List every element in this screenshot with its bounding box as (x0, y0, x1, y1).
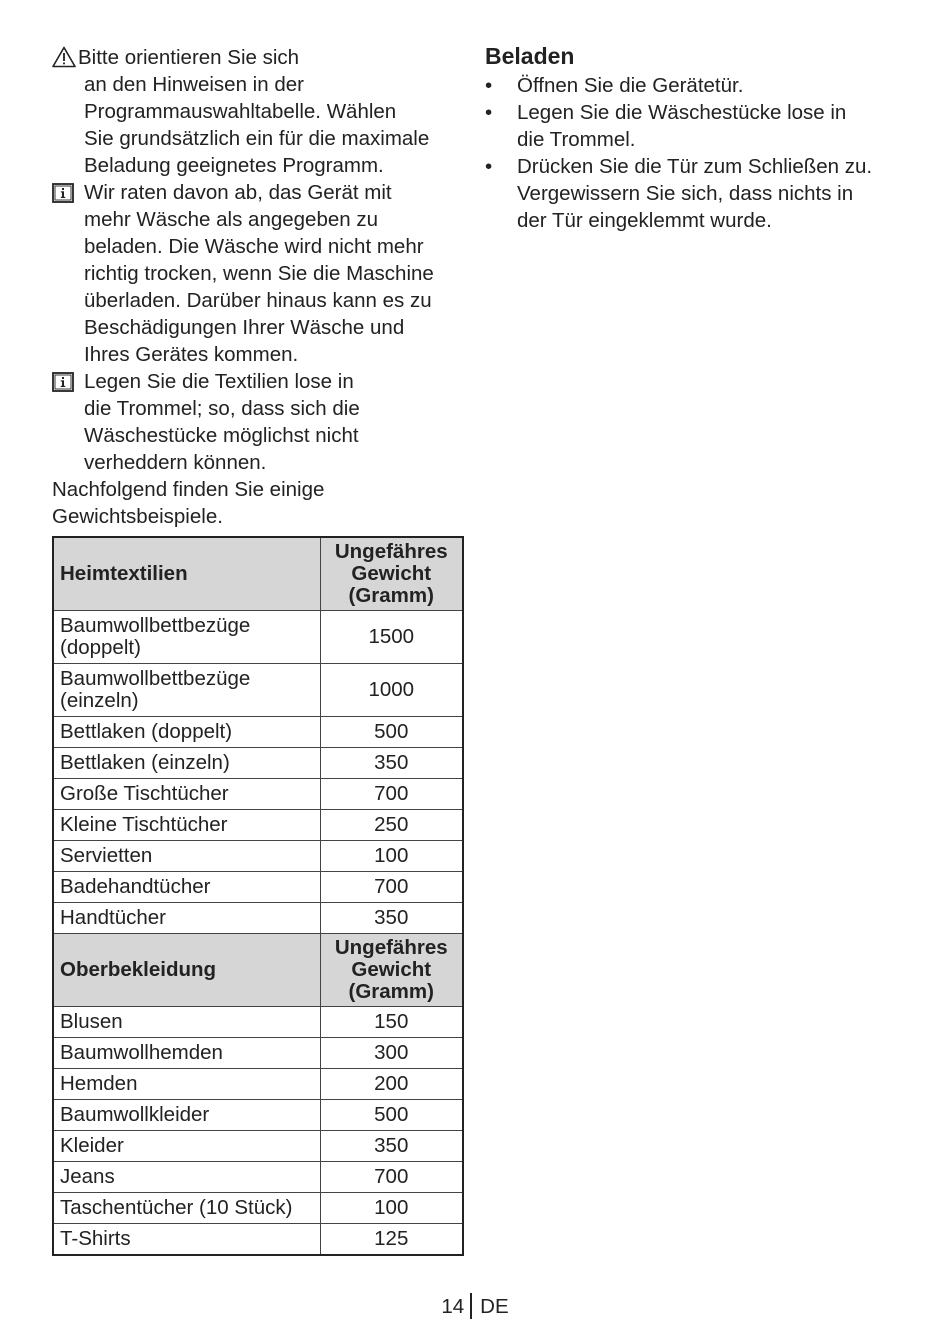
text-line: Badehandtücher (60, 875, 211, 898)
table-row (53, 664, 463, 717)
text-line: Baumwollbettbezüge (60, 614, 251, 637)
text-line: Bettlaken (einzeln) (60, 751, 230, 774)
table-row (53, 1131, 463, 1162)
category-header: Heimtextilien (53, 537, 320, 611)
weight-cell: 125 (320, 1224, 463, 1256)
item-cell (53, 779, 320, 810)
weight-cell: 150 (320, 1007, 463, 1038)
item-cell (53, 717, 320, 748)
text-line: Öffnen Sie die Gerätetür. (517, 74, 744, 97)
note-text (84, 181, 434, 366)
item-cell (53, 611, 320, 664)
table-row (53, 611, 463, 664)
bullet-icon: • (485, 74, 493, 97)
text-line: an den Hinweisen in der (84, 73, 304, 96)
weight-cell: 1500 (320, 611, 463, 664)
item-cell (53, 841, 320, 872)
text-line: Gewicht (351, 958, 432, 981)
text-line: Beladung geeignetes Programm. (84, 154, 384, 177)
page-footer (0, 1293, 950, 1319)
table-row (53, 1224, 463, 1256)
weight-header (320, 537, 463, 611)
text-line: Baumwollhemden (60, 1041, 223, 1064)
warning-triangle-icon (52, 46, 76, 68)
text-line: (einzeln) (60, 689, 139, 712)
weight-header (320, 934, 463, 1007)
list-item (485, 153, 905, 234)
text-line: (Gramm) (348, 584, 434, 607)
bullet-icon: • (485, 101, 493, 124)
weight-cell: 350 (320, 903, 463, 934)
text-line: Gewicht (351, 562, 432, 585)
list-item-text (517, 74, 743, 97)
warning-note (52, 44, 467, 179)
table-row (53, 748, 463, 779)
text-line: Drücken Sie die Tür zum Schließen zu. (517, 155, 873, 178)
item-cell (53, 872, 320, 903)
intro-text (52, 476, 467, 530)
item-cell (53, 748, 320, 779)
text-line: verheddern können. (84, 451, 267, 474)
weight-cell: 700 (320, 872, 463, 903)
info-note (52, 368, 467, 476)
note-text (78, 46, 430, 177)
text-line: Hemden (60, 1072, 138, 1095)
text-line: Ihres Gerätes kommen. (84, 343, 299, 366)
text-line: Programmauswahltabelle. Wählen (84, 100, 397, 123)
text-line: Bitte orientieren Sie sich (78, 46, 300, 69)
list-item (485, 72, 905, 99)
text-line: Baumwollbettbezüge (60, 667, 251, 690)
item-cell (53, 1007, 320, 1038)
section-title: Beladen (485, 43, 575, 69)
weight-cell: 300 (320, 1038, 463, 1069)
weight-cell: 100 (320, 841, 463, 872)
table-row (53, 1007, 463, 1038)
table-row (53, 779, 463, 810)
weight-cell: 700 (320, 1162, 463, 1193)
text-line: T-Shirts (60, 1227, 131, 1250)
weight-cell: 250 (320, 810, 463, 841)
text-line: Kleine Tischtücher (60, 813, 228, 836)
item-cell (53, 1038, 320, 1069)
text-line: die Trommel; so, dass sich die (84, 397, 360, 420)
table-section-header (53, 934, 463, 1007)
weight-cell: 350 (320, 748, 463, 779)
item-cell (53, 1131, 320, 1162)
text-line: Handtücher (60, 906, 166, 929)
text-line: Bettlaken (doppelt) (60, 720, 233, 743)
info-note (52, 179, 467, 368)
text-line: Sie grundsätzlich ein für die maximale (84, 127, 430, 150)
text-line: Wäschestücke möglichst nicht (84, 424, 359, 447)
text-line: Legen Sie die Wäschestücke lose in (517, 101, 847, 124)
weight-cell: 500 (320, 1100, 463, 1131)
text-line: Große Tischtücher (60, 782, 229, 805)
text-line: die Trommel. (517, 128, 636, 151)
text-line: Taschentücher (10 Stück) (60, 1196, 293, 1219)
table-row (53, 1069, 463, 1100)
item-cell (53, 1100, 320, 1131)
info-icon (52, 372, 74, 392)
text-line: Beschädigungen Ihrer Wäsche und (84, 316, 405, 339)
item-cell (53, 664, 320, 717)
note-text (84, 370, 360, 474)
table-section-header (53, 537, 463, 611)
info-icon (52, 183, 74, 203)
text-line: Kleider (60, 1134, 124, 1157)
category-header: Oberbekleidung (53, 934, 320, 1007)
text-line: Jeans (60, 1165, 115, 1188)
table-row (53, 1193, 463, 1224)
weight-cell: 100 (320, 1193, 463, 1224)
left-column (52, 44, 467, 1256)
item-cell (53, 1224, 320, 1256)
weight-cell: 200 (320, 1069, 463, 1100)
list-item-text (517, 101, 846, 151)
table-row (53, 872, 463, 903)
weight-cell: 350 (320, 1131, 463, 1162)
page-number: 14 (441, 1295, 465, 1318)
weight-cell: 1000 (320, 664, 463, 717)
right-column (485, 42, 905, 234)
table-row (53, 810, 463, 841)
beladen-list (485, 72, 905, 234)
item-cell (53, 1069, 320, 1100)
table-row (53, 1038, 463, 1069)
text-line: Vergewissern Sie sich, dass nichts in (517, 182, 854, 205)
item-cell (53, 1193, 320, 1224)
item-cell (53, 810, 320, 841)
text-line: Gewichtsbeispiele. (52, 505, 223, 528)
list-item-text (517, 155, 872, 232)
text-line: Blusen (60, 1010, 123, 1033)
table-row (53, 841, 463, 872)
text-line: (Gramm) (348, 980, 434, 1003)
text-line: Ungefähres (334, 936, 448, 959)
table-row (53, 1162, 463, 1193)
text-line: Ungefähres (334, 540, 448, 563)
text-line: Wir raten davon ab, das Gerät mit (84, 181, 392, 204)
list-item (485, 99, 905, 153)
text-line: (doppelt) (60, 636, 141, 659)
table-row (53, 1100, 463, 1131)
text-line: der Tür eingeklemmt wurde. (517, 209, 772, 232)
text-line: beladen. Die Wäsche wird nicht mehr (84, 235, 424, 258)
weight-cell: 500 (320, 717, 463, 748)
text-line: Legen Sie die Textilien lose in (84, 370, 354, 393)
text-line: richtig trocken, wenn Sie die Maschine (84, 262, 434, 285)
weight-cell: 700 (320, 779, 463, 810)
text-line: Servietten (60, 844, 153, 867)
notes (52, 44, 467, 476)
item-cell (53, 1162, 320, 1193)
text-line: Nachfolgend finden Sie einige (52, 478, 325, 501)
text-line: mehr Wäsche als angegeben zu (84, 208, 379, 231)
text-line: überladen. Darüber hinaus kann es zu (84, 289, 432, 312)
table-row (53, 717, 463, 748)
bullet-icon: • (485, 155, 493, 178)
text-line: Baumwollkleider (60, 1103, 210, 1126)
weights-table (52, 536, 464, 1256)
item-cell (53, 903, 320, 934)
language-code: DE (480, 1295, 509, 1318)
table-row (53, 903, 463, 934)
